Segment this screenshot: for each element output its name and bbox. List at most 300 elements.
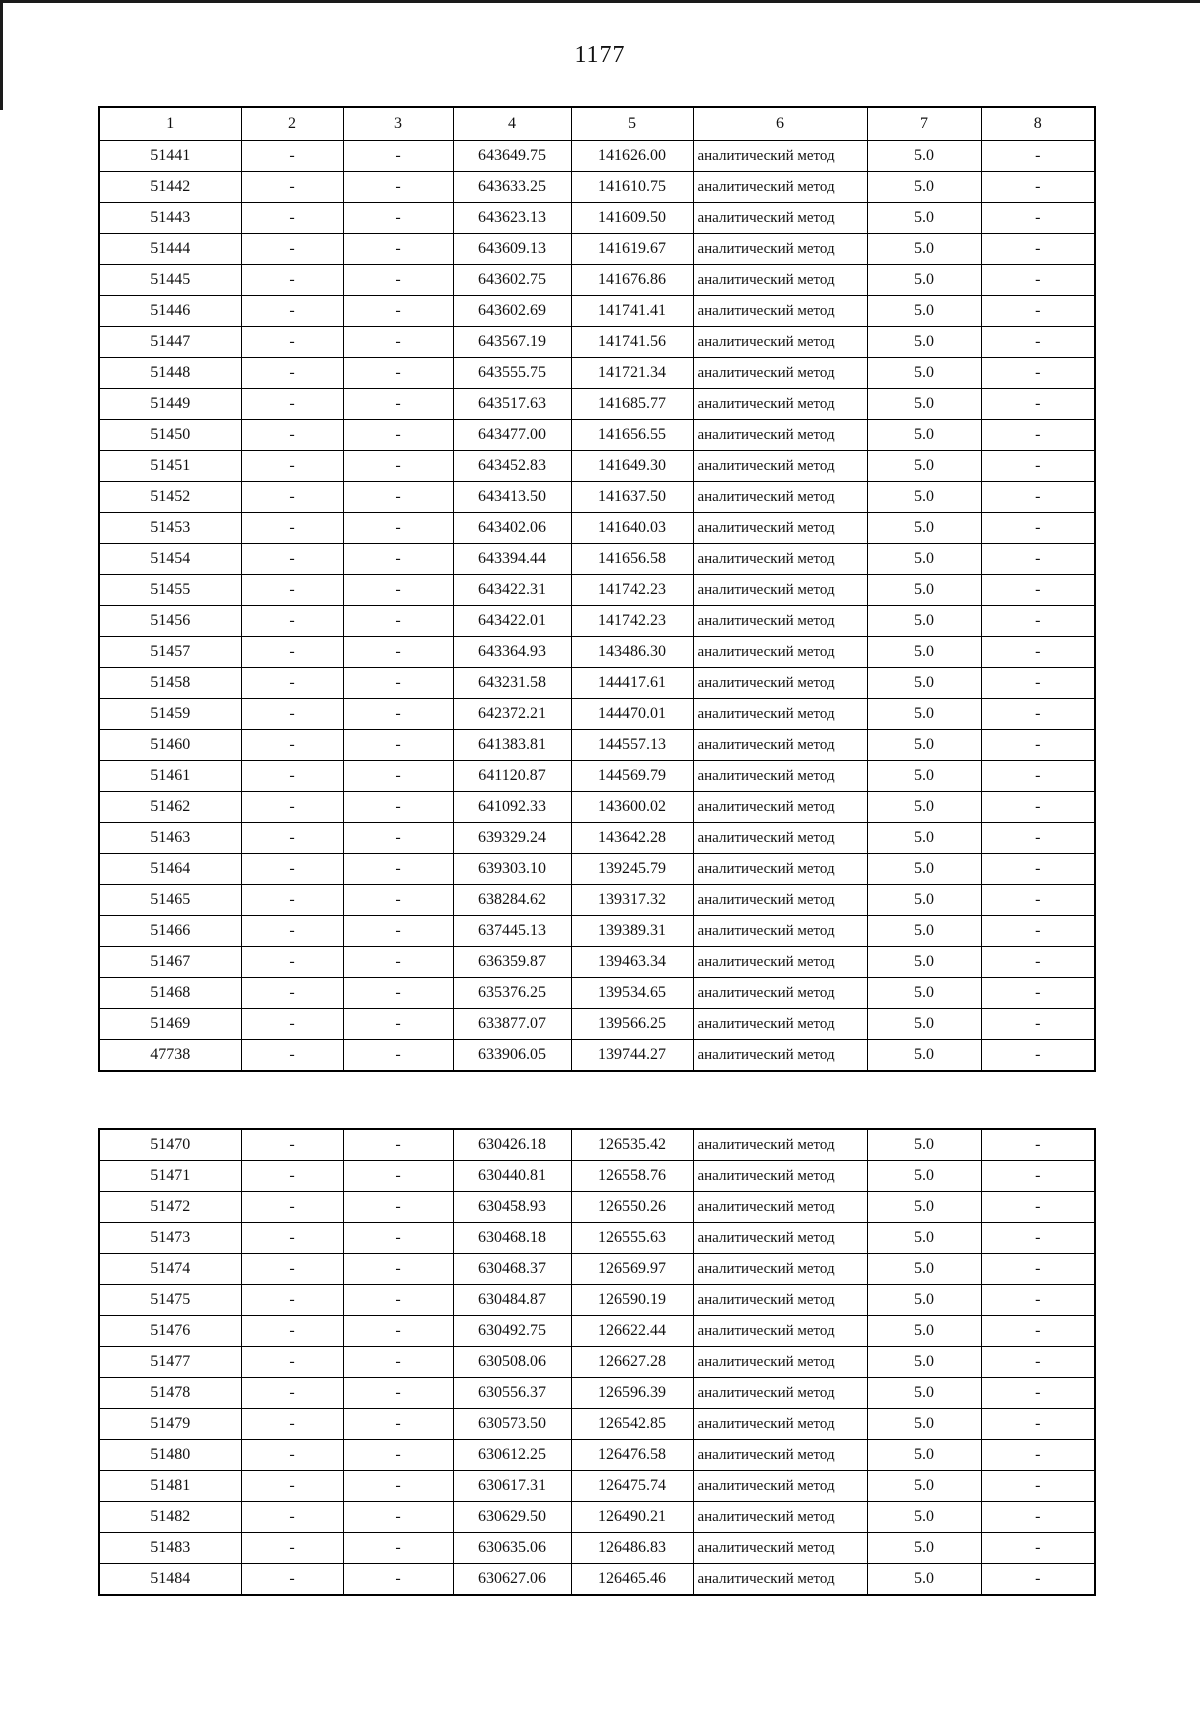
top-border-line [0,0,1200,3]
cell-col-6: аналитический метод [693,1533,867,1564]
cell-col-5: 126558.76 [571,1161,693,1192]
cell-col-6: аналитический метод [693,854,867,885]
cell-col-4: 643477.00 [453,420,571,451]
cell-col-3: - [343,420,453,451]
cell-col-6: аналитический метод [693,544,867,575]
cell-col-4: 630556.37 [453,1378,571,1409]
cell-col-4: 630635.06 [453,1533,571,1564]
cell-col-8: - [981,1440,1095,1471]
cell-col-3: - [343,1223,453,1254]
cell-col-1: 51448 [99,358,241,389]
cell-col-6: аналитический метод [693,1009,867,1040]
cell-col-2: - [241,792,343,823]
cell-col-4: 643422.01 [453,606,571,637]
cell-col-3: - [343,327,453,358]
cell-col-7: 5.0 [867,916,981,947]
cell-col-6: аналитический метод [693,1564,867,1596]
cell-col-4: 630612.25 [453,1440,571,1471]
cell-col-2: - [241,978,343,1009]
cell-col-4: 641383.81 [453,730,571,761]
cell-col-6: аналитический метод [693,389,867,420]
table-row [99,854,1095,885]
cell-col-1: 51481 [99,1471,241,1502]
cell-col-2: - [241,1378,343,1409]
cell-col-5: 141656.55 [571,420,693,451]
cell-col-1: 51483 [99,1533,241,1564]
cell-col-5: 144569.79 [571,761,693,792]
cell-col-5: 139245.79 [571,854,693,885]
cell-col-5: 141649.30 [571,451,693,482]
cell-col-5: 126465.46 [571,1564,693,1596]
cell-col-8: - [981,1316,1095,1347]
cell-col-2: - [241,1409,343,1440]
cell-col-1: 51482 [99,1502,241,1533]
cell-col-3: - [343,1285,453,1316]
cell-col-1: 51471 [99,1161,241,1192]
cell-col-8: - [981,699,1095,730]
cell-col-4: 643633.25 [453,172,571,203]
cell-col-4: 630468.18 [453,1223,571,1254]
table-row [99,978,1095,1009]
cell-col-2: - [241,389,343,420]
cell-col-8: - [981,1347,1095,1378]
cell-col-7: 5.0 [867,172,981,203]
cell-col-3: - [343,947,453,978]
cell-col-7: 5.0 [867,978,981,1009]
cell-col-8: - [981,761,1095,792]
cell-col-6: аналитический метод [693,699,867,730]
cell-col-8: - [981,1533,1095,1564]
cell-col-4: 643602.69 [453,296,571,327]
cell-col-3: - [343,1316,453,1347]
page-number: 1177 [574,42,626,68]
cell-col-3: - [343,234,453,265]
table-row [99,544,1095,575]
table-row [99,1502,1095,1533]
cell-col-8: - [981,606,1095,637]
cell-col-2: - [241,1285,343,1316]
cell-col-2: - [241,606,343,637]
cell-col-7: 5.0 [867,792,981,823]
cell-col-5: 126622.44 [571,1316,693,1347]
cell-col-3: - [343,1564,453,1596]
cell-col-3: - [343,203,453,234]
cell-col-8: - [981,668,1095,699]
column-header-5: 5 [571,107,693,141]
cell-col-8: - [981,1564,1095,1596]
cell-col-3: - [343,296,453,327]
cell-col-2: - [241,327,343,358]
cell-col-7: 5.0 [867,1254,981,1285]
table-row [99,916,1095,947]
cell-col-5: 126590.19 [571,1285,693,1316]
cell-col-6: аналитический метод [693,606,867,637]
cell-col-4: 638284.62 [453,885,571,916]
cell-col-5: 126475.74 [571,1471,693,1502]
cell-col-6: аналитический метод [693,1502,867,1533]
cell-col-8: - [981,1502,1095,1533]
cell-col-6: аналитический метод [693,916,867,947]
cell-col-2: - [241,172,343,203]
cell-col-4: 630426.18 [453,1129,571,1161]
cell-col-6: аналитический метод [693,482,867,513]
cell-col-7: 5.0 [867,1316,981,1347]
cell-col-2: - [241,544,343,575]
cell-col-4: 630484.87 [453,1285,571,1316]
cell-col-2: - [241,420,343,451]
cell-col-3: - [343,1040,453,1072]
cell-col-8: - [981,389,1095,420]
cell-col-6: аналитический метод [693,1223,867,1254]
cell-col-1: 51441 [99,141,241,172]
table-row [99,1223,1095,1254]
cell-col-6: аналитический метод [693,761,867,792]
table-row [99,234,1095,265]
cell-col-1: 51449 [99,389,241,420]
cell-col-3: - [343,668,453,699]
cell-col-2: - [241,1471,343,1502]
cell-col-2: - [241,451,343,482]
cell-col-3: - [343,172,453,203]
cell-col-2: - [241,699,343,730]
cell-col-5: 126490.21 [571,1502,693,1533]
cell-col-6: аналитический метод [693,637,867,668]
cell-col-3: - [343,1192,453,1223]
cell-col-7: 5.0 [867,1040,981,1072]
cell-col-2: - [241,761,343,792]
cell-col-2: - [241,358,343,389]
cell-col-3: - [343,606,453,637]
cell-col-6: аналитический метод [693,730,867,761]
cell-col-1: 51464 [99,854,241,885]
cell-col-5: 126542.85 [571,1409,693,1440]
cell-col-4: 641120.87 [453,761,571,792]
cell-col-2: - [241,141,343,172]
cell-col-1: 51461 [99,761,241,792]
cell-col-6: аналитический метод [693,1040,867,1072]
cell-col-1: 51454 [99,544,241,575]
cell-col-4: 643567.19 [453,327,571,358]
cell-col-5: 141626.00 [571,141,693,172]
cell-col-4: 643609.13 [453,234,571,265]
table-row [99,141,1095,172]
cell-col-6: аналитический метод [693,296,867,327]
cell-col-8: - [981,916,1095,947]
cell-col-7: 5.0 [867,513,981,544]
cell-col-6: аналитический метод [693,1409,867,1440]
cell-col-3: - [343,1471,453,1502]
cell-col-4: 642372.21 [453,699,571,730]
cell-col-1: 51475 [99,1285,241,1316]
cell-col-1: 51442 [99,172,241,203]
cell-col-4: 630629.50 [453,1502,571,1533]
cell-col-8: - [981,885,1095,916]
cell-col-3: - [343,916,453,947]
cell-col-4: 643602.75 [453,265,571,296]
cell-col-8: - [981,1009,1095,1040]
cell-col-5: 139463.34 [571,947,693,978]
cell-col-5: 143642.28 [571,823,693,854]
cell-col-2: - [241,1254,343,1285]
table-row [99,420,1095,451]
coordinates-table-2 [98,1128,1096,1596]
cell-col-3: - [343,637,453,668]
cell-col-4: 630492.75 [453,1316,571,1347]
cell-col-1: 51484 [99,1564,241,1596]
cell-col-2: - [241,265,343,296]
cell-col-8: - [981,1378,1095,1409]
cell-col-1: 51463 [99,823,241,854]
cell-col-7: 5.0 [867,389,981,420]
table-row [99,265,1095,296]
cell-col-3: - [343,699,453,730]
table-row [99,1440,1095,1471]
cell-col-4: 630440.81 [453,1161,571,1192]
table-row [99,389,1095,420]
cell-col-1: 51472 [99,1192,241,1223]
cell-col-4: 633877.07 [453,1009,571,1040]
cell-col-6: аналитический метод [693,575,867,606]
cell-col-1: 51457 [99,637,241,668]
cell-col-2: - [241,1347,343,1378]
cell-col-5: 141741.56 [571,327,693,358]
cell-col-4: 630617.31 [453,1471,571,1502]
cell-col-1: 51451 [99,451,241,482]
cell-col-1: 51480 [99,1440,241,1471]
cell-col-7: 5.0 [867,1009,981,1040]
cell-col-5: 144417.61 [571,668,693,699]
cell-col-7: 5.0 [867,1502,981,1533]
cell-col-3: - [343,1378,453,1409]
cell-col-4: 630458.93 [453,1192,571,1223]
cell-col-2: - [241,1316,343,1347]
cell-col-7: 5.0 [867,1285,981,1316]
table-row [99,1192,1095,1223]
cell-col-2: - [241,1533,343,1564]
cell-col-7: 5.0 [867,358,981,389]
cell-col-6: аналитический метод [693,1129,867,1161]
table-row [99,761,1095,792]
cell-col-6: аналитический метод [693,1471,867,1502]
cell-col-1: 51473 [99,1223,241,1254]
table-row [99,575,1095,606]
cell-col-1: 51462 [99,792,241,823]
cell-col-2: - [241,575,343,606]
cell-col-5: 141609.50 [571,203,693,234]
table-row [99,482,1095,513]
cell-col-2: - [241,203,343,234]
cell-col-2: - [241,637,343,668]
cell-col-8: - [981,141,1095,172]
cell-col-3: - [343,389,453,420]
cell-col-5: 143486.30 [571,637,693,668]
table-row [99,1409,1095,1440]
table-row [99,1129,1095,1161]
cell-col-5: 141676.86 [571,265,693,296]
cell-col-3: - [343,1161,453,1192]
cell-col-3: - [343,1009,453,1040]
cell-col-4: 635376.25 [453,978,571,1009]
cell-col-6: аналитический метод [693,792,867,823]
cell-col-7: 5.0 [867,575,981,606]
table-row [99,1316,1095,1347]
cell-col-3: - [343,730,453,761]
table-row [99,1564,1095,1596]
cell-col-6: аналитический метод [693,172,867,203]
cell-col-1: 51455 [99,575,241,606]
cell-col-5: 144557.13 [571,730,693,761]
cell-col-1: 51443 [99,203,241,234]
cell-col-1: 51458 [99,668,241,699]
table-row [99,296,1095,327]
cell-col-8: - [981,637,1095,668]
cell-col-7: 5.0 [867,606,981,637]
cell-col-8: - [981,792,1095,823]
cell-col-3: - [343,1347,453,1378]
table-row [99,172,1095,203]
cell-col-8: - [981,1471,1095,1502]
cell-col-2: - [241,823,343,854]
cell-col-7: 5.0 [867,420,981,451]
cell-col-7: 5.0 [867,637,981,668]
cell-col-4: 643555.75 [453,358,571,389]
cell-col-5: 139744.27 [571,1040,693,1072]
table-row [99,1161,1095,1192]
cell-col-1: 51452 [99,482,241,513]
cell-col-1: 51474 [99,1254,241,1285]
cell-col-8: - [981,730,1095,761]
cell-col-2: - [241,482,343,513]
cell-col-7: 5.0 [867,823,981,854]
cell-col-4: 643452.83 [453,451,571,482]
cell-col-7: 5.0 [867,947,981,978]
cell-col-5: 139317.32 [571,885,693,916]
cell-col-4: 643413.50 [453,482,571,513]
cell-col-2: - [241,916,343,947]
cell-col-8: - [981,420,1095,451]
cell-col-4: 643623.13 [453,203,571,234]
cell-col-2: - [241,1009,343,1040]
cell-col-1: 51476 [99,1316,241,1347]
cell-col-5: 141742.23 [571,575,693,606]
cell-col-2: - [241,668,343,699]
cell-col-1: 51446 [99,296,241,327]
cell-col-5: 141656.58 [571,544,693,575]
cell-col-4: 643649.75 [453,141,571,172]
cell-col-6: аналитический метод [693,420,867,451]
cell-col-2: - [241,947,343,978]
cell-col-7: 5.0 [867,1161,981,1192]
cell-col-8: - [981,358,1095,389]
cell-col-5: 126535.42 [571,1129,693,1161]
cell-col-2: - [241,730,343,761]
cell-col-1: 51470 [99,1129,241,1161]
cell-col-5: 141685.77 [571,389,693,420]
cell-col-6: аналитический метод [693,823,867,854]
cell-col-1: 51447 [99,327,241,358]
cell-col-6: аналитический метод [693,1378,867,1409]
cell-col-3: - [343,265,453,296]
table-row [99,1040,1095,1072]
table-row [99,1009,1095,1040]
cell-col-5: 139389.31 [571,916,693,947]
column-header-7: 7 [867,107,981,141]
cell-col-1: 51450 [99,420,241,451]
column-header-6: 6 [693,107,867,141]
cell-col-2: - [241,885,343,916]
cell-col-3: - [343,1502,453,1533]
cell-col-7: 5.0 [867,482,981,513]
cell-col-7: 5.0 [867,327,981,358]
table-row [99,1533,1095,1564]
cell-col-2: - [241,1161,343,1192]
cell-col-6: аналитический метод [693,978,867,1009]
cell-col-6: аналитический метод [693,947,867,978]
cell-col-6: аналитический метод [693,513,867,544]
cell-col-6: аналитический метод [693,234,867,265]
cell-col-5: 139534.65 [571,978,693,1009]
cell-col-1: 51468 [99,978,241,1009]
cell-col-1: 51445 [99,265,241,296]
cell-col-8: - [981,1285,1095,1316]
table-row [99,668,1095,699]
cell-col-7: 5.0 [867,296,981,327]
table-row [99,792,1095,823]
cell-col-8: - [981,1254,1095,1285]
column-header-2: 2 [241,107,343,141]
cell-col-4: 630627.06 [453,1564,571,1596]
cell-col-7: 5.0 [867,885,981,916]
cell-col-2: - [241,296,343,327]
cell-col-7: 5.0 [867,1192,981,1223]
table-row [99,885,1095,916]
cell-col-8: - [981,265,1095,296]
cell-col-3: - [343,513,453,544]
column-header-1: 1 [99,107,241,141]
cell-col-5: 143600.02 [571,792,693,823]
cell-col-5: 126627.28 [571,1347,693,1378]
cell-col-1: 47738 [99,1040,241,1072]
cell-col-7: 5.0 [867,234,981,265]
cell-col-3: - [343,761,453,792]
cell-col-4: 636359.87 [453,947,571,978]
cell-col-8: - [981,234,1095,265]
cell-col-5: 141619.67 [571,234,693,265]
cell-col-5: 141637.50 [571,482,693,513]
cell-col-1: 51467 [99,947,241,978]
cell-col-3: - [343,141,453,172]
column-header-8: 8 [981,107,1095,141]
cell-col-5: 126550.26 [571,1192,693,1223]
cell-col-7: 5.0 [867,1378,981,1409]
cell-col-3: - [343,358,453,389]
cell-col-5: 139566.25 [571,1009,693,1040]
cell-col-7: 5.0 [867,699,981,730]
cell-col-2: - [241,1440,343,1471]
table-row [99,699,1095,730]
cell-col-6: аналитический метод [693,451,867,482]
cell-col-5: 126476.58 [571,1440,693,1471]
cell-col-6: аналитический метод [693,668,867,699]
cell-col-2: - [241,1040,343,1072]
cell-col-3: - [343,792,453,823]
cell-col-8: - [981,513,1095,544]
cell-col-7: 5.0 [867,544,981,575]
cell-col-4: 643394.44 [453,544,571,575]
cell-col-1: 51456 [99,606,241,637]
cell-col-7: 5.0 [867,1223,981,1254]
cell-col-6: аналитический метод [693,1316,867,1347]
